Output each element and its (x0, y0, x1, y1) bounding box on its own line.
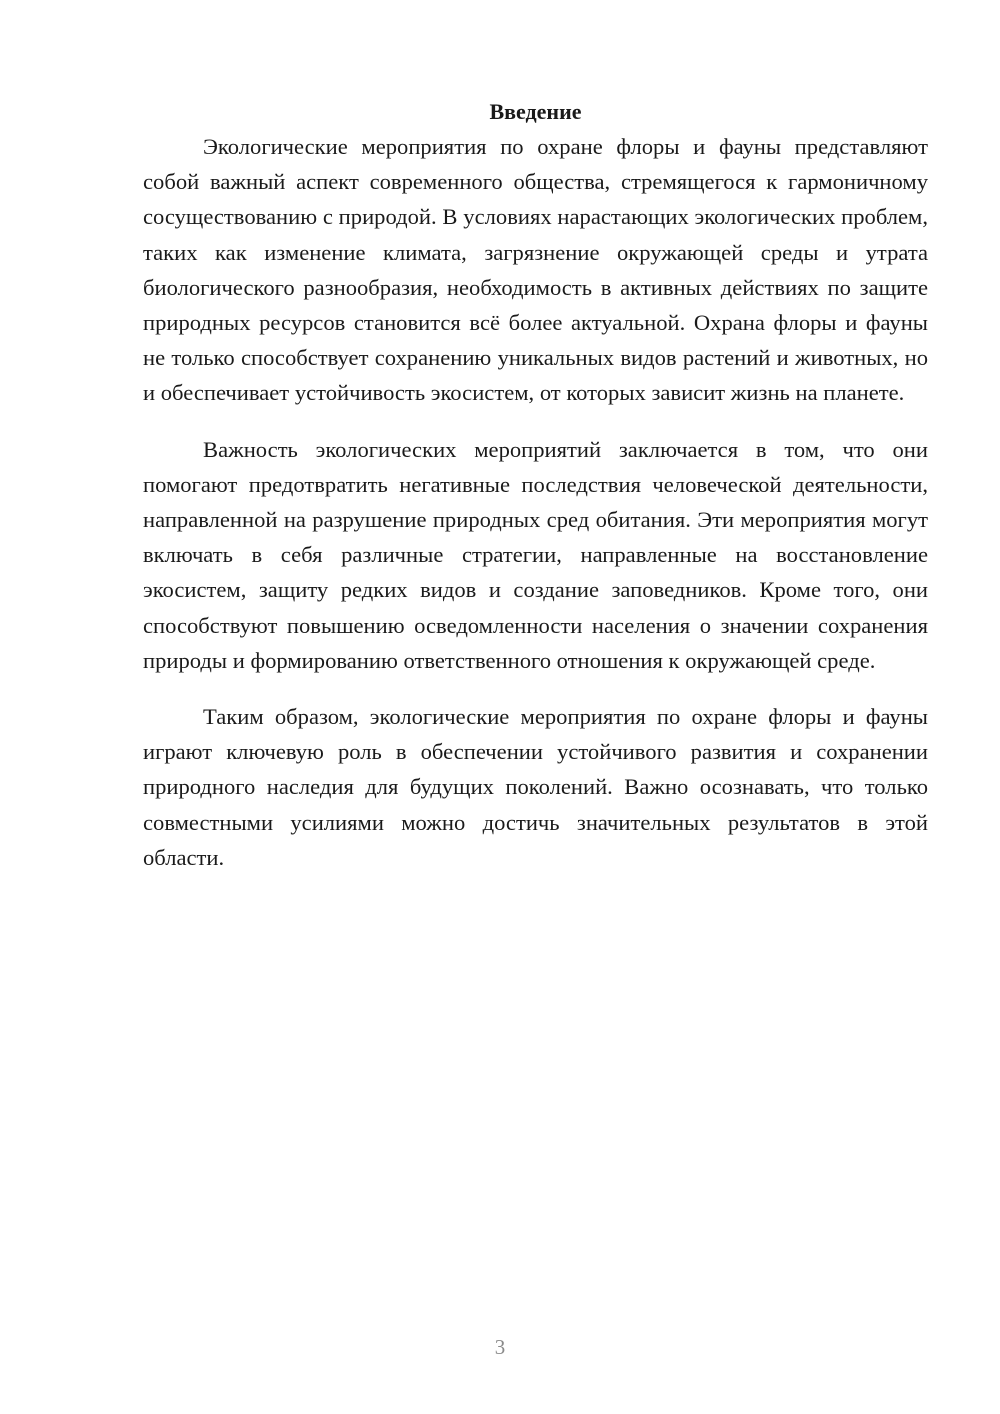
paragraph-3: Таким образом, экологические мероприятия по охране флоры и фауны играют ключевую роль в обеспечении устойчивого развития и сохранении природного наследия для будущих поколений. Важно осознавать, что только совместными усилиями можно достичь значительных результатов в этой области. (143, 704, 928, 870)
paragraph-2: Важность экологических мероприятий заключается в том, что они помогают предотвратить негативные последствия человеческой деятельности, направленной на разрушение природных сред обитания. Эти мероприятия могут включать в себя различные стратегии, направленные на восстановление экосистем, защиту редких видов и создание заповедников. Кроме того, они способствуют повышению осведомленности населения о значении сохранения природы и формированию ответственного отношения к окружающей среде. (143, 436, 928, 673)
paragraph-1: Экологические мероприятия по охране флоры и фауны представляют собой важный аспект современного общества, стремящегося к гармоничному сосуществованию с природой. В условиях нарастающих экологических проблем, таких как изменение климата, загрязнение окружающей среды и утрата биологического разнообразия, необходимость в активных действиях по защите природных ресурсов становится всё более актуальной. Охрана флоры и фауны не только способствует сохранению уникальных видов растений и животных, но и обеспечивает устойчивость экосистем, от которых зависит жизнь на планете. (143, 134, 928, 406)
page-number: 3 (494, 1335, 506, 1359)
section-heading: Введение (489, 99, 582, 124)
document-page (143, 94, 928, 875)
